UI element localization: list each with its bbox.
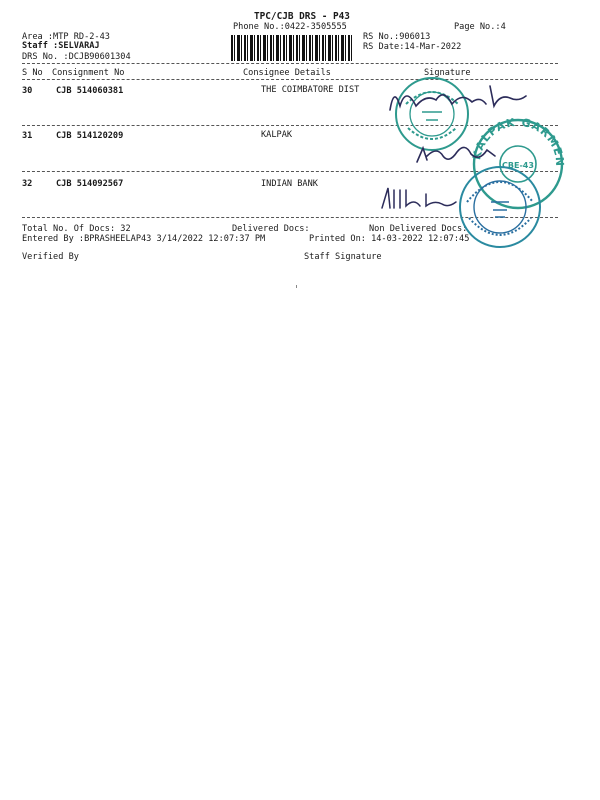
barcode: [231, 35, 354, 61]
drs-number: DRS No. :DCJB90601304: [22, 52, 131, 62]
total-docs: Total No. Of Docs: 32: [22, 224, 131, 234]
row-31-consignee: KALPAK: [261, 130, 293, 140]
signature-row-32: [378, 184, 468, 214]
signature-row-30: [386, 80, 536, 120]
column-consignment: Consignment No: [52, 68, 125, 78]
column-sno: S No: [22, 68, 43, 78]
row-30-consignee: THE COIMBATORE DIST: [261, 85, 360, 95]
rs-date: RS Date:14-Mar-2022: [363, 42, 462, 52]
scan-speck: [296, 285, 297, 288]
entered-by: Entered By :BPRASHEELAP43 3/14/2022 12:07:37 PM: [22, 234, 266, 244]
row-32-consignee: INDIAN BANK: [261, 179, 318, 189]
staff-signature-label: Staff Signature: [304, 252, 382, 262]
rs-number: RS No.:906013: [363, 32, 431, 42]
verified-by: Verified By: [22, 252, 79, 262]
non-delivered-docs: Non Delivered Docs:: [369, 224, 468, 234]
row-32-sno: 32: [22, 179, 33, 189]
row-31-sno: 31: [22, 131, 33, 141]
row-30-sno: 30: [22, 86, 33, 96]
area-field: Area :MTP RD-2-43: [22, 32, 110, 42]
row-32-consignment: CJB 514092567: [56, 179, 124, 189]
kalpak-stamp-text: KALPAK GARMENTS: [463, 102, 567, 168]
bank-round-stamp-icon: [455, 162, 545, 252]
row-31-consignment: CJB 514120209: [56, 131, 124, 141]
delivered-docs: Delivered Docs:: [232, 224, 310, 234]
page-number: Page No.:4: [454, 22, 506, 32]
printed-on: Printed On: 14-03-2022 12:07:45: [309, 234, 470, 244]
header-divider-top: [22, 63, 558, 64]
kalpak-stamp-code: CBE-43: [502, 161, 534, 170]
signature-row-31: [413, 138, 503, 168]
column-consignee: Consignee Details: [243, 68, 331, 78]
row-30-consignment: CJB 514060381: [56, 86, 124, 96]
column-signature: Signature: [424, 68, 471, 78]
report-title: TPC/CJB DRS - P43: [254, 11, 350, 22]
staff-field: Staff :SELVARAJ: [22, 41, 100, 51]
phone-number: Phone No.:0422-3505555: [233, 22, 347, 32]
